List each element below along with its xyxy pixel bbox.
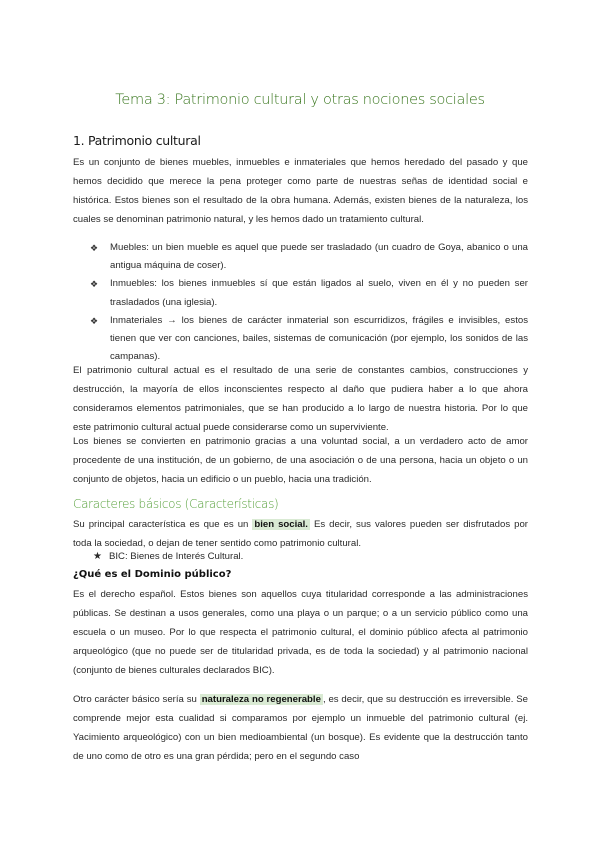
list-item: ❖ Inmuebles: los bienes inmuebles sí que están ligados al suelo, viven en él y no pueden ser trasladados (una iglesia). <box>90 275 528 311</box>
list-item: ❖ Muebles: un bien mueble es aquel que puede ser trasladado (un cuadro de Goya, abanico o una antigua máquina de coser). <box>90 239 528 275</box>
paragraph-dominio-publico: Es el derecho español. Estos bienes son aquellos cuya titularidad corresponde a las administraciones públicas. Se destinan a usos generales, como una playa o un parque; o a un servicio público como una escuela o un museo. Por lo que respecta el patrimonio cultural, el dominio público afecta al patrimonio arqueológico (que no puede ser de titularidad privada, es de toda la sociedad) y al patrimonio nacional (conjunto de bienes culturales declarados BIC). <box>73 589 528 676</box>
paragraph-bien-social: Su principal característica es que es un bien social. Es decir, sus valores pueden ser disfrutados por toda la sociedad, o dejan de tener sentido como patrimonio cultural. <box>73 519 528 549</box>
highlight-no-regenerable: naturaleza no regenerable <box>201 694 321 705</box>
paragraph-superviviente: El patrimonio cultural actual es el resultado de una serie de constantes cambios, construcciones y destrucción, la mayoría de ellos inconscientes respecto al daño que pudiera haber a lo que ahora consideramos elementos patrimoniales, que se han producido a lo largo de nuestra historia. Por lo que este patrimonio cultural actual puede considerarse como un superviviente. <box>73 365 528 433</box>
paragraph-no-regenerable: Otro carácter básico sería su naturaleza no regenerable , es decir, que su destrucción es irreversible. Se comprende mejor esta cualidad si comparamos por ejemplo un inmueble del patrimonio cultural (ej. Yacimiento arqueológico) con un bien medioambiental (un bosque). Es evidente que la destrucción tanto de uno como de otro es una gran pérdida; pero en el segundo caso <box>73 694 528 762</box>
paragraph-voluntad-social: Los bienes se convierten en patrimonio gracias a una voluntad social, a un verdadero acto de amor procedente de una institución, de un gobierno, de una asociación o de una persona, hacia un objeto o un conjunto de objetos, hacia un edificio o un pueblo, hacia una tradición. <box>73 436 528 485</box>
star-item-bic: ★ BIC: Bienes de Interés Cultural. <box>93 551 244 562</box>
page-title: Tema 3: Patrimonio cultural y otras nociones sociales <box>115 92 485 108</box>
diamond-bullet-icon: ❖ <box>90 243 99 253</box>
paragraph-definition: Es un conjunto de bienes muebles, inmuebles e inmateriales que hemos heredado del pasado y que hemos decidido que merece la pena proteger como parte de nuestras señas de identidad social e histórica. Estos bienes son el resultado de la obra humana. Además, existen bienes de la naturaleza, los cuales se denominan patrimonio natural, y les hemos dado un tratamiento cultural. <box>73 157 528 225</box>
bullet-list-bienes <box>90 239 528 366</box>
star-bullet-icon: ★ <box>93 551 102 562</box>
diamond-bullet-icon: ❖ <box>90 315 99 326</box>
diamond-bullet-icon: ❖ <box>90 279 99 290</box>
list-item: ❖ Inmateriales → los bienes de carácter inmaterial son escurridizos, frágiles e invisibles, estos tienen que ver con canciones, bailes, sistemas de comunicación (por ejemplo, los sonidos de las campanas). <box>90 312 528 367</box>
highlight-bien-social: bien social. <box>254 519 308 530</box>
section-heading-caracteres: Caracteres básicos (Características) <box>73 497 279 511</box>
question-heading-dominio-publico: ¿Qué es el Dominio público? <box>73 569 232 580</box>
section-heading-patrimonio: 1. Patrimonio cultural <box>73 133 201 148</box>
